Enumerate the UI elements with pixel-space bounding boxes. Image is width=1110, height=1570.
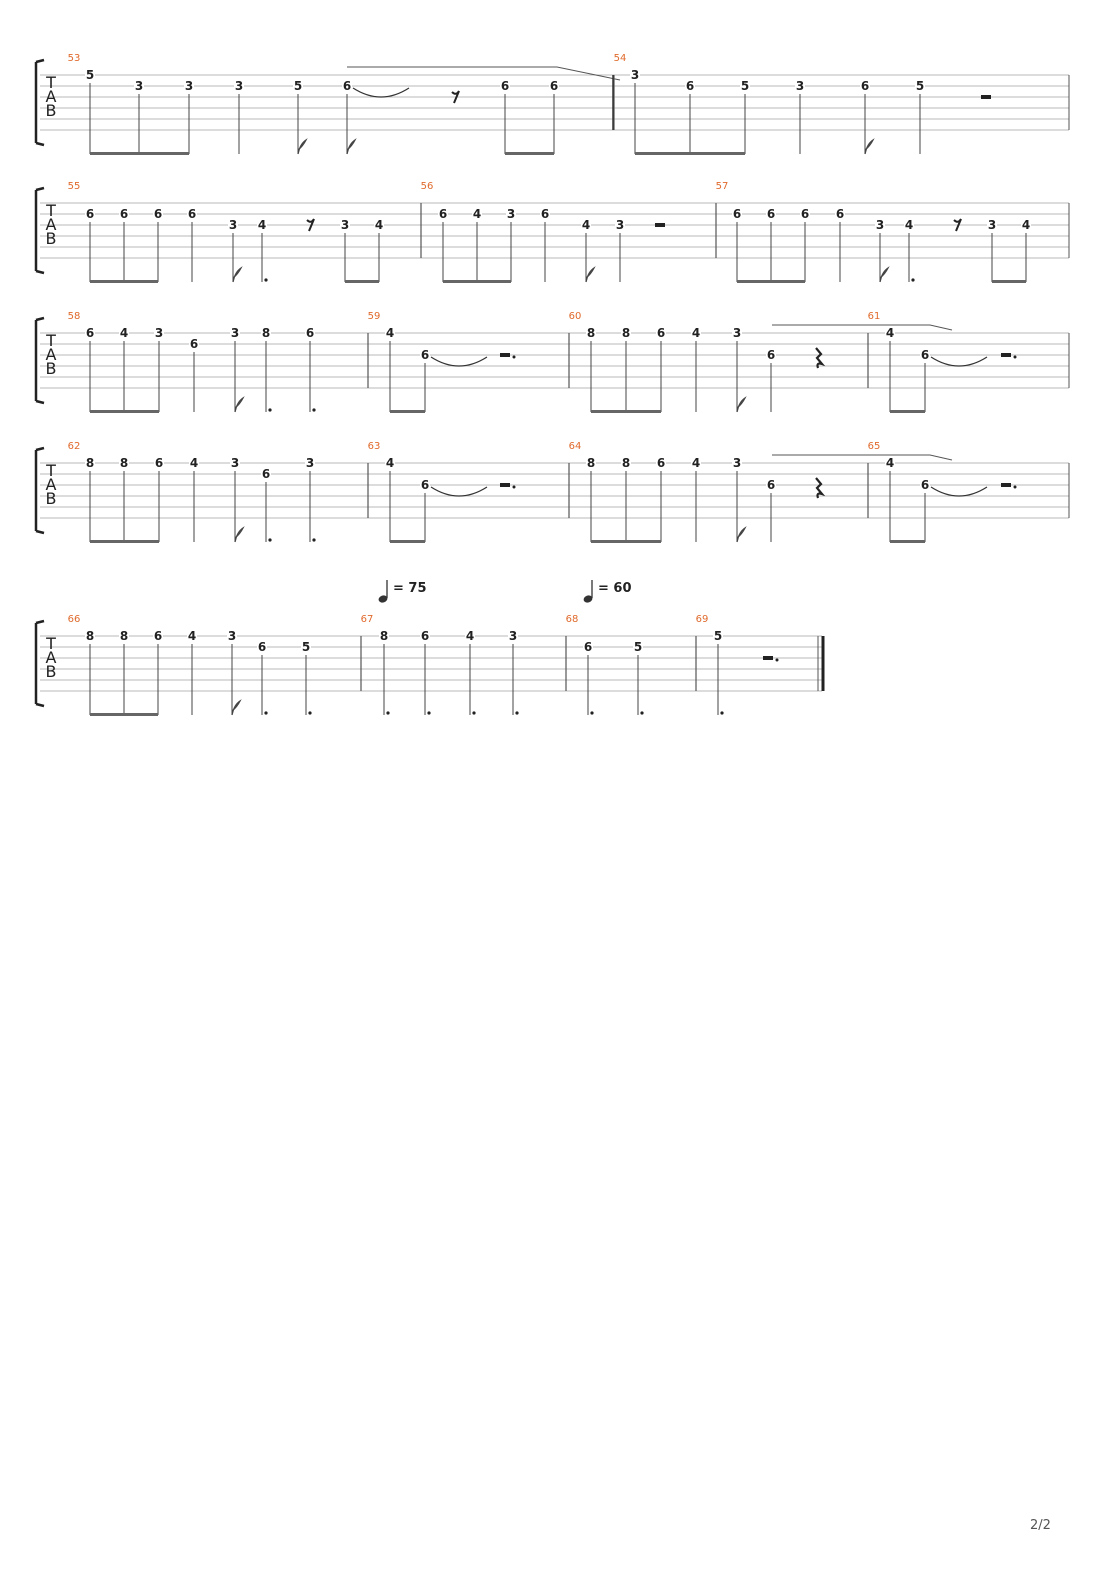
fret-number: 8	[586, 326, 596, 340]
fret-number: 3	[230, 326, 240, 340]
measure-number: 68	[565, 614, 579, 625]
beam	[992, 280, 1026, 283]
tab-clef-letter: B	[45, 101, 57, 120]
fret-number: 5	[740, 79, 750, 93]
fret-number: 4	[465, 629, 475, 643]
system-bracket-top	[36, 318, 44, 320]
note-flag	[865, 140, 873, 154]
note-flag	[233, 268, 241, 282]
fret-number: 6	[153, 629, 163, 643]
tab-clef-letter: A	[45, 648, 57, 667]
beam	[890, 540, 925, 543]
slide-line	[772, 325, 952, 330]
tab-clef-letter: B	[45, 229, 57, 248]
fret-number: 4	[691, 456, 701, 470]
measure-number: 62	[67, 441, 81, 452]
fret-number: 8	[119, 629, 129, 643]
fret-number: 6	[261, 467, 271, 481]
tempo-text: = 75	[393, 581, 427, 596]
fret-number: 4	[1021, 218, 1031, 232]
beam	[390, 540, 425, 543]
duration-dot	[308, 711, 311, 714]
measure-number: 66	[67, 614, 81, 625]
beam	[90, 540, 159, 543]
beam	[635, 152, 745, 155]
fret-number: 6	[860, 79, 870, 93]
dotted-half-rest	[1001, 483, 1011, 487]
duration-dot	[472, 711, 475, 714]
beam	[591, 540, 661, 543]
system-bracket-bottom	[36, 143, 44, 145]
duration-dot	[640, 711, 643, 714]
tab-clef-letter: A	[45, 475, 57, 494]
tab-clef-letter: B	[45, 359, 57, 378]
rest-dot	[1014, 486, 1017, 489]
measure-number: 56	[420, 181, 434, 192]
rest-dot	[776, 659, 779, 662]
tab-clef-letter: A	[45, 215, 57, 234]
fret-number: 6	[187, 207, 197, 221]
fret-number: 6	[766, 348, 776, 362]
tie-arc	[353, 88, 409, 97]
tab-clef-letter: T	[46, 331, 56, 350]
fret-number: 3	[154, 326, 164, 340]
fret-number: 5	[301, 640, 311, 654]
fret-number: 6	[800, 207, 810, 221]
tie-arc	[431, 487, 487, 496]
duration-dot	[312, 538, 315, 541]
fret-number: 5	[633, 640, 643, 654]
note-flag	[232, 701, 240, 715]
fret-number: 8	[379, 629, 389, 643]
measure-number: 65	[867, 441, 881, 452]
fret-number: 6	[420, 348, 430, 362]
measure-number: 59	[367, 311, 381, 322]
dotted-half-rest	[500, 353, 510, 357]
dotted-half-rest	[763, 656, 773, 660]
duration-dot	[268, 408, 271, 411]
note-flag	[586, 268, 594, 282]
fret-number: 3	[630, 68, 640, 82]
tie-arc	[931, 357, 987, 366]
system-bracket-bottom	[36, 531, 44, 533]
fret-number: 3	[230, 456, 240, 470]
fret-number: 3	[795, 79, 805, 93]
note-flag	[347, 140, 355, 154]
fret-number: 3	[340, 218, 350, 232]
fret-number: 6	[420, 629, 430, 643]
system-bracket-top	[36, 188, 44, 190]
tab-clef-letter: A	[45, 87, 57, 106]
half-rest	[655, 223, 665, 227]
measure-number: 61	[867, 311, 881, 322]
fret-number: 3	[305, 456, 315, 470]
fret-number: 3	[506, 207, 516, 221]
tab-clef-letter: T	[46, 73, 56, 92]
tie-arc	[931, 487, 987, 496]
system-bracket-top	[36, 621, 44, 623]
fret-number: 6	[656, 326, 666, 340]
measure-number: 63	[367, 441, 381, 452]
beam	[345, 280, 379, 283]
beam	[890, 410, 925, 413]
measure-number: 67	[360, 614, 374, 625]
fret-number: 8	[621, 326, 631, 340]
system-bracket-top	[36, 448, 44, 450]
fret-number: 4	[119, 326, 129, 340]
duration-dot	[427, 711, 430, 714]
measure-number: 69	[695, 614, 709, 625]
fret-number: 6	[85, 326, 95, 340]
system-bracket-bottom	[36, 401, 44, 403]
measure-number: 58	[67, 311, 81, 322]
fret-number: 6	[342, 79, 352, 93]
beam	[591, 410, 661, 413]
fret-number: 5	[85, 68, 95, 82]
fret-number: 4	[385, 456, 395, 470]
tab-clef-letter: B	[45, 489, 57, 508]
fret-number: 8	[621, 456, 631, 470]
tab-clef-letter: T	[46, 634, 56, 653]
fret-number: 3	[875, 218, 885, 232]
fret-number: 3	[228, 218, 238, 232]
tab-clef-letter: T	[46, 461, 56, 480]
quarter-rest	[816, 478, 822, 498]
fret-number: 3	[615, 218, 625, 232]
beam	[90, 713, 158, 716]
fret-number: 3	[134, 79, 144, 93]
fret-number: 5	[293, 79, 303, 93]
duration-dot	[268, 538, 271, 541]
fret-number: 4	[885, 456, 895, 470]
duration-dot	[720, 711, 723, 714]
note-flag	[235, 528, 243, 542]
fret-number: 6	[438, 207, 448, 221]
fret-number: 6	[920, 478, 930, 492]
fret-number: 6	[500, 79, 510, 93]
fret-number: 6	[920, 348, 930, 362]
fret-number: 6	[656, 456, 666, 470]
fret-number: 6	[305, 326, 315, 340]
fret-number: 5	[915, 79, 925, 93]
fret-number: 8	[85, 456, 95, 470]
fret-number: 6	[766, 478, 776, 492]
fret-number: 6	[835, 207, 845, 221]
tab-clef-letter: A	[45, 345, 57, 364]
measure-number: 60	[568, 311, 582, 322]
tab-clef-letter: T	[46, 201, 56, 220]
fret-number: 3	[987, 218, 997, 232]
fret-number: 4	[374, 218, 384, 232]
slide-line	[772, 455, 952, 460]
beam	[737, 280, 805, 283]
fret-number: 6	[685, 79, 695, 93]
fret-number: 4	[257, 218, 267, 232]
dotted-half-rest	[1001, 353, 1011, 357]
duration-dot	[264, 278, 267, 281]
tab-clef-letter: B	[45, 662, 57, 681]
beam	[90, 152, 189, 155]
fret-number: 6	[732, 207, 742, 221]
note-flag	[880, 268, 888, 282]
system-bracket-top	[36, 60, 44, 62]
rest-dot	[1014, 356, 1017, 359]
fret-number: 3	[732, 456, 742, 470]
tempo-text: = 60	[598, 581, 632, 596]
fret-number: 6	[420, 478, 430, 492]
beam	[90, 280, 158, 283]
duration-dot	[911, 278, 914, 281]
page-number: 2/2	[1030, 1518, 1051, 1533]
fret-number: 6	[766, 207, 776, 221]
dotted-half-rest	[500, 483, 510, 487]
fret-number: 3	[732, 326, 742, 340]
fret-number: 4	[581, 218, 591, 232]
fret-number: 6	[549, 79, 559, 93]
rest-dot	[513, 486, 516, 489]
fret-number: 4	[885, 326, 895, 340]
fret-number: 3	[508, 629, 518, 643]
measure-number: 55	[67, 181, 81, 192]
duration-dot	[312, 408, 315, 411]
fret-number: 4	[691, 326, 701, 340]
beam	[390, 410, 425, 413]
fret-number: 5	[713, 629, 723, 643]
fret-number: 8	[85, 629, 95, 643]
fret-number: 6	[257, 640, 267, 654]
fret-number: 8	[586, 456, 596, 470]
half-rest	[981, 95, 991, 99]
fret-number: 3	[184, 79, 194, 93]
system-bracket-bottom	[36, 271, 44, 273]
fret-number: 4	[904, 218, 914, 232]
fret-number: 3	[227, 629, 237, 643]
measure-number: 57	[715, 181, 729, 192]
duration-dot	[386, 711, 389, 714]
fret-number: 6	[119, 207, 129, 221]
note-flag	[298, 140, 306, 154]
beam	[505, 152, 554, 155]
duration-dot	[590, 711, 593, 714]
fret-number: 6	[583, 640, 593, 654]
note-flag	[737, 528, 745, 542]
fret-number: 4	[385, 326, 395, 340]
slide-line	[347, 67, 620, 80]
fret-number: 6	[85, 207, 95, 221]
fret-number: 4	[187, 629, 197, 643]
fret-number: 8	[119, 456, 129, 470]
fret-number: 6	[154, 456, 164, 470]
fret-number: 8	[261, 326, 271, 340]
note-flag	[235, 398, 243, 412]
fret-number: 4	[189, 456, 199, 470]
fret-number: 6	[189, 337, 199, 351]
rest-dot	[513, 356, 516, 359]
measure-number: 53	[67, 53, 81, 64]
fret-number: 6	[153, 207, 163, 221]
fret-number: 3	[234, 79, 244, 93]
beam	[90, 410, 159, 413]
duration-dot	[264, 711, 267, 714]
note-flag	[737, 398, 745, 412]
fret-number: 6	[540, 207, 550, 221]
system-bracket-bottom	[36, 704, 44, 706]
duration-dot	[515, 711, 518, 714]
measure-number: 64	[568, 441, 582, 452]
measure-number: 54	[613, 53, 627, 64]
quarter-rest	[816, 348, 822, 368]
fret-number: 4	[472, 207, 482, 221]
beam	[443, 280, 511, 283]
tie-arc	[431, 357, 487, 366]
